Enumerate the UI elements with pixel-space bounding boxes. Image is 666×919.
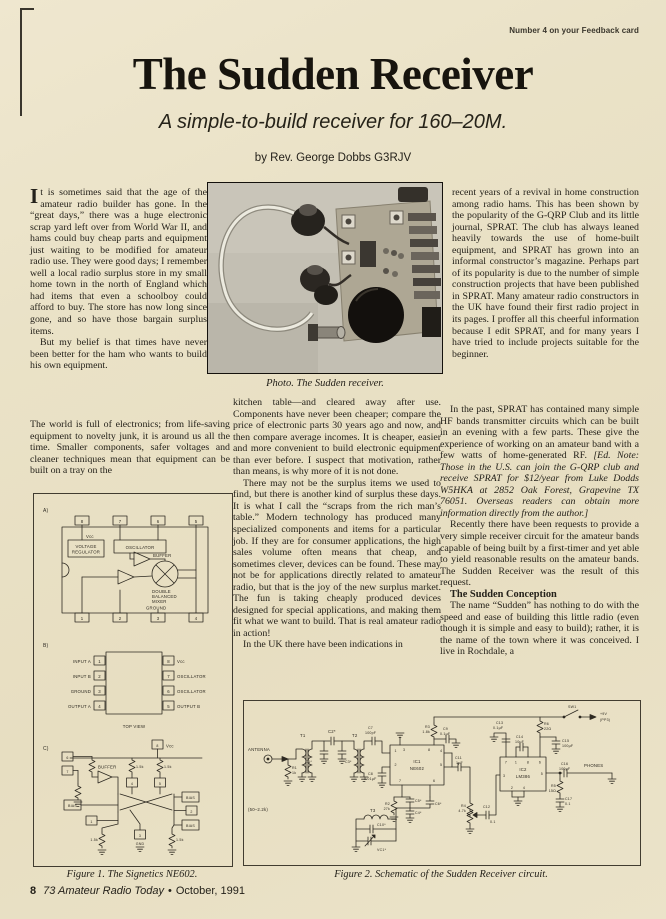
r1-value: 1k [292,771,297,775]
pin-number: 6 [156,518,160,524]
phones-label: PHONES [584,763,604,768]
section-c-label: C) [43,746,49,752]
c9-value: 0.1µF [440,732,451,736]
battery-clip [398,187,428,202]
pin-number: 8 [167,658,170,664]
antenna-impedance: (50–2.2k) [248,807,268,812]
c11-label: C11 [455,756,462,760]
c17-label: C17 [565,797,573,801]
pin-number: 8 [80,518,84,524]
drop-cap: I [30,184,39,208]
scan-crease-horizontal [20,8,34,10]
editor-note: [Ed. Note: Those in the U.S. can join the G-QRP club and receive SPRAT for $12/year from Luke Dodds W5HKA at 2852 Oak Forest, Grapevine TX 76051. Overseas readers can obtain more information directly from the author.] [440,450,639,519]
article-subtitle: A simple-to-build receiver for 160–20M. [158,111,508,133]
mixer-label: BALANCED [152,594,177,599]
paragraph: There may not be the surplus items we used to find, but there is another kind of surplus these days. It is what I call the “scraps from the rich man’s table.” Modern technology has produced many specialized components and items for a particular job. If they are for consumer applications, the high sales volume often means that cheap, and sometimes clever, devices can be found. These may not be for applications directly related to amateur radio, but that is the joy of the new surplus market. The fun is taking cheaply produced devices designed for special applications, and making them fit what we want to build. That is real amateur radio in action! [233,477,441,639]
pin-number: 1 [90,819,93,824]
photo-frame [207,182,443,374]
pin-number: 4 [440,749,443,753]
ic2-label: IC2 [519,767,527,772]
c10-label: C10* [377,823,386,827]
r2-label: R2 [385,802,390,806]
paragraph: But my belief is that times have never been better for the ham who wants to build his own equipment. [30,337,207,372]
c8-value: 0.01µF [364,777,377,781]
paragraph: In the UK there have been indications in [243,639,403,651]
c16-label: C16 [561,762,569,766]
pin-number: 1 [80,615,84,621]
page-number: 8 [30,885,37,897]
pin-number: 7 [66,769,69,774]
pin-number: 7 [118,518,122,524]
af-coupling [440,749,500,833]
pin-number: 3 [403,748,406,752]
vcc-label: Vcc [86,534,94,539]
paragraph: The world is full of electronics; from life-saving equipment to novelty junk, it is around us all the time. Smaller components, safer voltages and cleaner techniques mean that equipment can be built on a tray on the [30,419,230,477]
mixer-label: DOUBLE [152,589,171,594]
pin-number: 2 [394,763,397,767]
page-title: The Sudden Receiver [132,49,534,99]
r3-label: R3 [425,725,430,729]
pin-number: 4 [130,781,134,786]
pin-number: 6 [167,688,170,694]
paragraph: In the past, SPRAT has contained many simple HF bands transmitter circuits which can be built in an evening with a few parts. These give the experience of working on an amateur band with a few watts of home-generated RF. [Ed. Note: Those in the U.S. can join the G-QRP club and receive SPRAT for $12/year from Luke Dodds W5HKA at 2852 Oak Forest, Grapevine TX 76051. Overseas readers can obtain more information directly from the author.] [440,404,639,519]
ne602-diagram [34,494,230,864]
dip-outline [94,652,174,714]
c13-label: C13 [496,721,504,725]
paragraph: The name “Sudden” has nothing to do with the speed and ease of building this little radio (even though it is simple and easy to build); rather, it is the name of the town where it was conceived. I live in Rochdale, a [440,600,639,658]
dark-component [422,307,441,337]
c1-label: C1* [305,760,312,764]
article-byline: by Rev. George Dobbs G3RJV [254,152,412,164]
c4-label: C4* [415,811,422,815]
r4-label: R4 [461,804,466,808]
gnd-label: GND [135,842,145,846]
resistor-value: 1.5k [164,765,172,769]
pin-number: 8 [428,748,431,752]
pin-number: 4 [98,703,101,709]
paragraph: Recently there have been requests to provide a very simple receiver circuit for the amateur bands capable of being built by a first-timer and yet able to yield reasonable results on the amateur bands. The Sudden Receiver was the result of this request. [440,519,639,589]
pin-number: 3 [503,774,506,778]
pin-number: 2 [190,809,193,814]
r5-label: R5 [551,784,556,788]
pin-number: 5 [440,763,443,767]
pin-number: 5 [540,772,543,776]
r1-label: R1 [292,766,297,770]
resistor-value: 1.5k [176,838,184,842]
bnc-connector [308,324,345,341]
battery-label: (PP3) [600,718,611,722]
antenna-label: ANTENNA [248,747,270,752]
pin-number: 5 [194,518,198,524]
c9-label: C9 [443,727,448,731]
c12-label: C12 [483,805,491,809]
pin-number: 6 [538,760,542,765]
vfo-tank [352,808,396,852]
buffer-label: BUFFER [98,764,117,770]
sw1-label: SW1 [568,705,577,709]
c11-value: 1µF [456,761,463,765]
pin-number: 3 [138,833,142,838]
pin-number: 4 [522,786,526,790]
pin-number: 2 [118,615,122,621]
power-switch [563,705,610,722]
section-heading: The Sudden Conception [450,588,557,600]
vreg-label: VOLTAGE [75,544,97,549]
pin-number: 6 [66,755,69,760]
ic2-part: LM386 [515,774,531,779]
pin-number: 8 [156,743,159,748]
r5-value: 15Ω [548,789,556,793]
dip-label: OSCILLATOR [177,673,206,679]
mixer-label: MIXER [152,599,167,604]
c13-value: 0.1µF [493,726,504,730]
column-3-wide [440,404,639,658]
input-filter [298,726,390,781]
column-1-wide [30,419,230,477]
c15-label: C15 [562,739,570,743]
magazine-name: 73 Amateur Radio Today [43,885,164,897]
ic-outline [62,516,208,622]
pin-number: 3 [98,688,101,694]
page-footer [30,885,245,897]
photo-sudden-receiver [208,183,441,373]
pin-number: 1 [514,760,518,765]
ic1-label: IC1 [413,759,421,764]
section-a-label: A) [43,508,49,514]
column-3 [452,187,639,360]
pin-number: 5 [158,781,162,786]
resistor-value: 1.5k [90,838,98,842]
ground-label: GROUND [146,605,167,611]
bias-label: BIAS [186,796,195,800]
t1-label: T1 [300,733,306,738]
mixer-stage [364,717,460,822]
pin-number: 8 [526,760,530,765]
figure-2-caption: Figure 2. Schematic of the Sudden Receiver circuit. [334,869,548,880]
dip-label: INPUT B [72,673,91,679]
pin-number: 6 [433,779,436,783]
t2-label: T2 [352,733,358,738]
paragraph: kitchen table—and cleared away after use. Components have never been cheaper; compare the price of electronic parts 30 years ago and now, and then compare average incomes. It is cheaper, easier and more convenient to build electronic equipment than ever before. I suspect that motivation, rather than means, is why more of it is not done. [233,397,441,478]
supply-label: +9V [600,712,608,716]
c8-label: C8 [368,772,373,776]
figure-1-caption: Figure 1. The Signetics NE602. [66,869,198,880]
receiver-schematic [244,701,638,863]
c2-label: C2* [328,729,336,734]
section-b-label: B) [43,643,49,649]
pin-number: 3 [156,615,160,621]
pin-number: 7 [504,760,508,765]
r4-value: 4.7k [458,809,466,813]
c15-value: 100µF [562,744,574,748]
pin-number: 1 [394,749,397,753]
pin-number: 7 [399,779,402,783]
dip-label: OUTPUT B [177,703,201,709]
photo-caption: Photo. The Sudden receiver. [266,378,384,389]
speaker-disc [348,287,404,343]
antenna-input [248,747,302,812]
resistor-value: 1.5k [136,765,144,769]
photo-figure [207,182,443,389]
bias-label: BIAS [186,824,195,828]
column-2 [233,397,441,651]
buffer-label: BUFFER [153,553,172,558]
c6-label: C6* [435,802,442,806]
paragraph: recent years of a revival in home construction among radio hams. This has been shown by the popularity of the G-QRP Club and its little journal, SPRAT. The club has always leaned heavily towards the use of home-built equipment, and SPRAT has grown into an informal constructor’s magazine. Perhaps part of its popularity is due to the number of simple construction projects that have been published in SPRAT. Many amateur radio constructors in the UK have found their first radio project in its pages. I proffer all this cheerful information because I edit SPRAT, and for many years I have tried to include projects suitable for the beginner. [452,187,639,360]
r6-value: 22Ω [544,727,552,731]
pin-number: 1 [98,658,101,664]
feedback-card-note: Number 4 on your Feedback card [509,26,639,35]
c16-value: 100µF [559,767,571,771]
r6-label: R6 [544,722,549,726]
pin-number: 2 [510,786,514,790]
pin-number: 5 [167,703,170,709]
dip-label: Vcc [177,658,185,664]
dip-label: INPUT A [72,658,91,664]
pin-number: 4 [194,615,198,621]
c17-value: 0.1 [565,802,571,806]
r2-value: 27k [383,807,390,811]
vc1-label: VC1* [377,848,387,852]
pin-number: 2 [98,673,101,679]
c7-label: C7 [368,726,373,730]
t3-label: T3 [370,808,376,813]
c12-value: 0.1 [490,820,496,824]
top-view-label: TOP VIEW [122,724,146,729]
c7-value: 100pF [365,731,377,735]
figure-1 [33,493,233,867]
bias-label: BIAS [68,804,77,808]
c5-label: C5* [415,799,422,803]
c14-label: C14 [516,735,524,739]
vreg-label: REGULATOR [71,549,101,555]
footer-bullet: • [168,885,172,897]
paragraph: It is sometimes said that the age of the amateur radio builder has gone. In the “great days,” there was a huge electronic scrap yard left over from World War II, and hams could buy cheap parts and equipment just waiting to be modified for amateur radio use. They were good days; I remember well a local radio surplus store in my small home town in the north of England which had items that even a schoolboy could afford to buy. The store has now long since gone, and so have those bargain surplus items. [30,184,207,337]
dip-label: OUTPUT A [67,703,91,709]
r3-value: 1.8k [422,730,430,734]
pin-number: 7 [167,673,170,679]
figure-2 [243,700,641,866]
column-1 [30,184,207,372]
c3-label: C3* [345,760,352,764]
c14-value: 10µF [515,740,525,744]
dip-label: GROUND [70,688,91,694]
issue-date: October, 1991 [175,885,245,897]
oscillator-label: OSCILLATOR [125,544,155,550]
dip-label: OSCILLATOR [177,688,206,694]
output-stage [546,762,616,811]
ic1-part: NE602 [409,766,425,771]
vcc-label: Vcc [166,743,174,749]
